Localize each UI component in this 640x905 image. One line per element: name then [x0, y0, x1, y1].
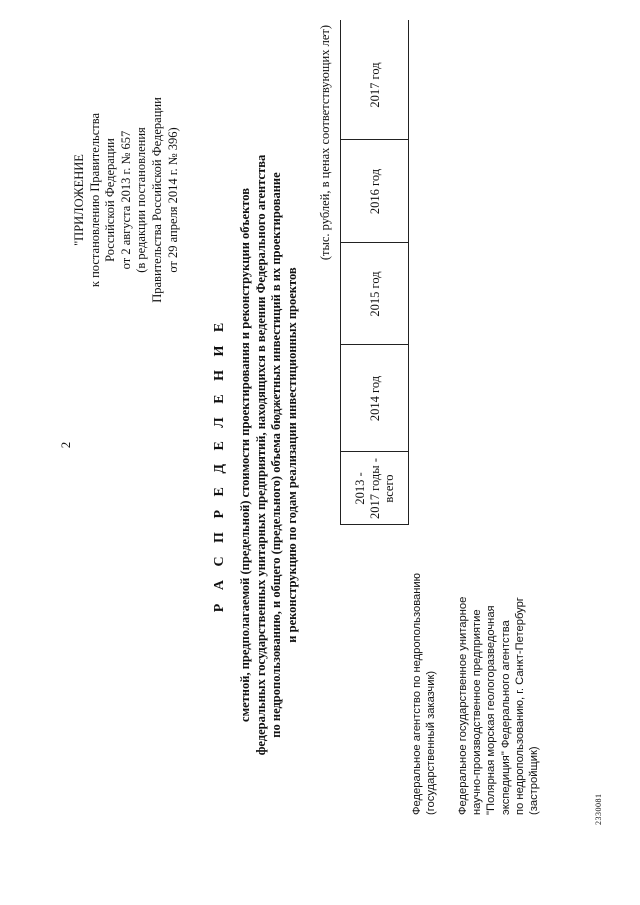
- row-label-line: (застройщик): [528, 746, 541, 815]
- subtitle-line: и реконструкцию по годам реализации инвестиционных проектов: [284, 267, 299, 643]
- row-label-line: Федеральное государственное унитарное: [457, 596, 469, 815]
- document-subtitle: [238, 135, 300, 775]
- row-label-line: экспедиция" Федерального агентства: [499, 620, 512, 815]
- subtitle-line: по недропользованию, и общего (предельного) объема бюджетных инвестиций в их проектирование: [269, 172, 284, 738]
- row-label-line: (государственный заказчик): [425, 670, 438, 815]
- column-header-2017: 2017 год: [367, 62, 382, 108]
- column-header-line: всего: [382, 474, 397, 503]
- subtitle-line: сметной, предполагаемой (предельной) стоимости проектирования и реконструкции объектов: [238, 188, 252, 722]
- subtitle-line: федеральных государственных унитарных предприятий, находящихся в ведении Федерального агентства: [253, 154, 268, 756]
- annex-line: "ПРИЛОЖЕНИЕ: [72, 154, 86, 246]
- column-header-2016: 2016 год: [367, 168, 382, 215]
- row-label-line: по недропользованию, г. Санкт-Петербург: [513, 597, 526, 815]
- annex-line: от 2 августа 2013 г. № 657: [118, 130, 133, 270]
- row-label-line: научно-производственное предприятие: [471, 609, 484, 815]
- document-code: 2330081: [594, 793, 603, 825]
- column-header-2014: 2014 год: [367, 375, 382, 422]
- document-title: Р А С П Р Е Д Е Л Е Н И Е: [212, 317, 227, 613]
- column-header-2015: 2015 год: [367, 271, 382, 317]
- table-header-bottom-border: [408, 20, 409, 525]
- annex-line: (в редакции постановления: [134, 127, 149, 273]
- table-top-border: [340, 20, 341, 525]
- units-note: (тыс. рублей, в ценах соответствующих лет): [318, 25, 332, 261]
- column-header-total: [342, 452, 408, 525]
- table-row-label: [410, 515, 438, 815]
- table-row-label: [456, 515, 541, 815]
- row-label-line: "Полярная морская геологоразведочная: [485, 605, 498, 815]
- annex-line: Российской Федерации: [103, 138, 118, 262]
- column-header-line: 2013 -: [353, 472, 368, 505]
- annex-line: от 29 апреля 2014 г. № 396): [165, 127, 180, 273]
- page-number: 2: [58, 441, 73, 449]
- annex-block: [72, 70, 181, 330]
- column-header-line: 2017 годы -: [367, 458, 382, 519]
- annex-line: Правительства Российской Федерации: [149, 97, 164, 303]
- annex-line: к постановлению Правительства: [87, 112, 102, 288]
- row-label-line: Федеральное агентство по недропользованию: [411, 572, 423, 815]
